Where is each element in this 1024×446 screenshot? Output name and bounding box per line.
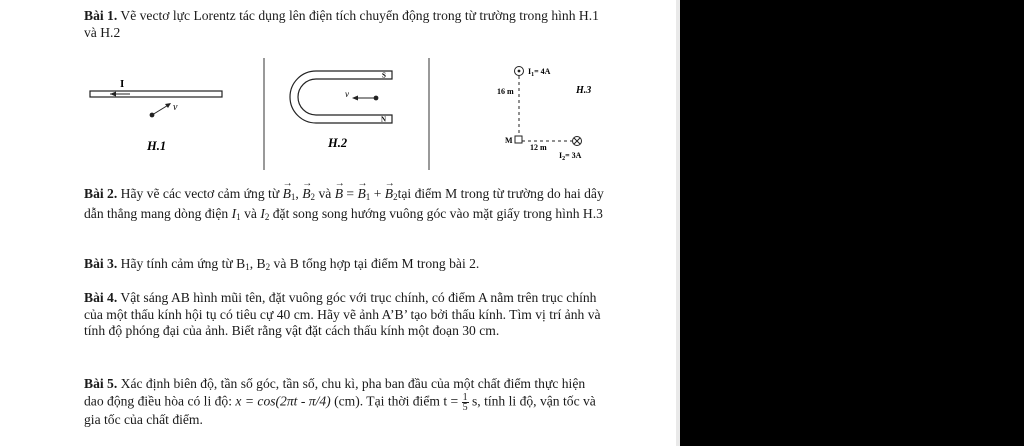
current-i2-sub: 2 <box>264 211 270 222</box>
h3-i1-sub: 1 <box>531 72 535 78</box>
vector-b2-sum <box>385 186 393 203</box>
h3-dist-vertical: 16 m <box>497 87 514 96</box>
bai5-formula: x = cos(2πt - π/4) <box>235 393 331 409</box>
vector-b <box>335 186 343 203</box>
vector-b2-sum-sub: 2 <box>393 192 398 202</box>
h1-wire <box>90 91 222 97</box>
vector-b1-sub: 1 <box>290 192 296 202</box>
figure-h3 <box>497 67 591 163</box>
bai4-label: Bài 4. <box>84 290 118 305</box>
dark-side-panel <box>680 0 1024 446</box>
current-i1-letter: I <box>231 205 237 221</box>
vector-b2 <box>302 186 310 203</box>
vector-b2-sub: 2 <box>310 192 316 202</box>
time-fraction <box>462 393 469 412</box>
bai3-text-2: , B <box>249 256 266 271</box>
current-i2-letter: I <box>260 205 265 221</box>
h1-velocity-arrowhead <box>165 103 171 108</box>
bai5-label: Bài 5. <box>84 376 118 391</box>
bai5-text-3: s, tính li độ, vận tốc và gia tốc của chất điểm. <box>84 393 596 427</box>
h3-i2-label <box>559 151 582 162</box>
bai2-va-2: và <box>244 205 257 221</box>
h3-i2-letter: I <box>559 151 563 160</box>
h3-i2-sub: 2 <box>562 156 566 162</box>
bai2-text-2: tại điểm M trong từ trường do hai dây dẫn thẳng mang dòng điện <box>84 186 604 221</box>
h2-charge <box>374 96 379 101</box>
h3-caption: H.3 <box>576 85 592 96</box>
h2-velocity-label: v <box>345 89 349 99</box>
vector-b2-letter: B <box>302 186 311 201</box>
h3-dist-horizontal: 12 m <box>530 143 547 152</box>
bai5-text-1: Xác định biên độ, tần số góc, tần số, chu kì, pha ban đầu của một chất điểm thực hiện dao động điều hòa có li độ: <box>84 376 586 409</box>
bai1-text: Vẽ vectơ lực Lorentz tác dụng lên điện tích chuyển động trong từ trường trong hình H.1 và H.2 <box>84 8 599 40</box>
bai2-va: và <box>318 186 332 201</box>
bai5-text-2: (cm). Tại thời điểm t = <box>334 393 459 409</box>
vector-b2-sum-letter: B <box>384 186 394 201</box>
fraction-denominator: 5 <box>462 401 468 413</box>
bai3-paragraph <box>84 256 604 276</box>
bai3-label: Bài 3. <box>84 256 118 271</box>
bai1-label: Bài 1. <box>84 8 118 23</box>
vector-b1-letter: B <box>282 186 291 201</box>
h3-i1-letter: I <box>528 67 532 76</box>
h1-current-label: I <box>120 78 125 90</box>
h3-i2-value: = 3A <box>565 151 582 160</box>
vector-b1-sum-sub: 1 <box>365 192 371 202</box>
fraction-numerator: 1 <box>462 391 468 403</box>
h3-i1-value: = 4A <box>534 67 551 76</box>
bai2-equals: = <box>346 186 355 201</box>
h2-caption: H.2 <box>328 136 348 150</box>
bai2-text-1: Hãy vẽ các vectơ cảm ứng từ <box>120 186 280 201</box>
bai3-text-3: và B tổng hợp tại điểm M trong bài 2. <box>273 256 480 271</box>
vector-b1-sum <box>357 186 365 203</box>
h2-pole-s: S <box>382 71 386 80</box>
vector-b1-sum-letter: B <box>357 186 366 201</box>
h3-point-m: M <box>505 136 513 145</box>
h3-i1-dot <box>518 70 521 73</box>
bai5-paragraph <box>84 376 604 428</box>
h2-velocity-arrowhead <box>352 96 358 101</box>
bai2-comma: , <box>295 186 299 201</box>
bai4-paragraph <box>84 290 604 340</box>
figure-h2 <box>290 71 392 150</box>
vector-b1 <box>283 186 291 203</box>
h1-caption: H.1 <box>147 139 167 153</box>
bai1-paragraph <box>84 8 604 41</box>
bai3-sub-1: 1 <box>245 262 250 272</box>
bai4-text: Vật sáng AB hình mũi tên, đặt vuông góc với trục chính, có điểm A nằm trên trục chính của một thấu kính hội tụ có tiêu cự 40 cm. Hãy vẽ ảnh A’B’ tạo bởi thấu kính. Tìm vị trí ảnh và tính độ phóng đại của ảnh. Biết rằng vật đặt cách thấu kính một đoạn 30 cm. <box>84 290 601 338</box>
bai2-paragraph <box>84 186 604 225</box>
bai2-text-3: đặt song song hướng vuông góc vào mặt giấy trong hình H.3 <box>272 205 603 221</box>
h3-i1-label <box>528 67 551 78</box>
figure-h1 <box>90 78 222 153</box>
bai3-text-1: Hãy tính cảm ứng từ B <box>120 256 246 271</box>
bai3-sub-2: 2 <box>265 262 271 272</box>
figures-h1-h2-h3 <box>80 52 680 172</box>
h1-current-arrowhead <box>110 92 116 97</box>
h1-velocity-label: v <box>173 102 178 113</box>
bai2-label: Bài 2. <box>84 186 118 201</box>
current-i1-sub: 1 <box>236 211 241 222</box>
h2-pole-n: N <box>381 115 387 124</box>
h3-point-m-marker <box>515 136 522 143</box>
bai2-plus: + <box>373 186 382 201</box>
vector-b-letter: B <box>334 186 343 201</box>
